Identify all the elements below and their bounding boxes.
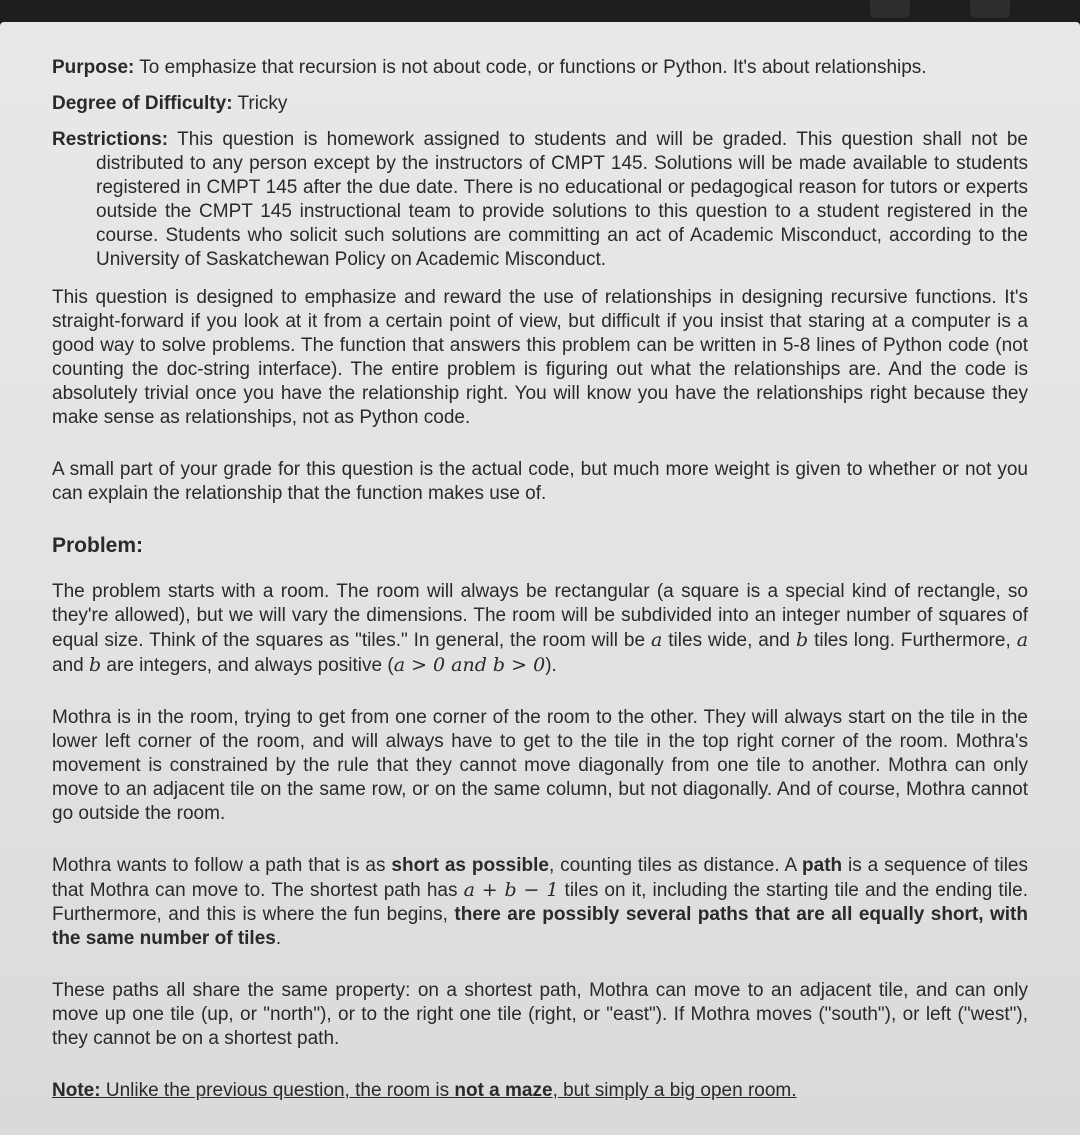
toolbar-tab[interactable] <box>870 0 910 18</box>
difficulty-line <box>52 92 1028 116</box>
grading-paragraph: A small part of your grade for this question is the actual code, but much more weight is given to whether or not you can explain the relationship that the function makes use of. <box>52 459 1028 504</box>
var-b: b <box>88 654 102 676</box>
restrictions-paragraph <box>52 128 1028 272</box>
purpose-label: Purpose: <box>52 57 135 78</box>
note-text: Unlike the previous question, the room is <box>100 1080 455 1101</box>
path-text: is a sequence of tiles that Mothra can move to. The shortest path has <box>52 855 1028 901</box>
document-content <box>52 56 1028 1131</box>
room-text: tiles long. Furthermore, <box>808 630 1017 651</box>
note-label: Note: <box>52 1080 101 1101</box>
purpose-text: To emphasize that recursion is not about code, or functions or Python. It's about relationships. <box>139 57 927 78</box>
shortest-path-paragraph <box>52 854 1028 951</box>
path-text: Mothra wants to follow a path that is as <box>52 855 392 876</box>
room-text: ). <box>545 655 557 676</box>
room-text: tiles wide, and <box>662 630 796 651</box>
path-emphasis: short as possible <box>391 855 549 876</box>
room-text: The problem starts with a room. The room will always be rectangular (a square is a special kind of rectangle, so they're allowed), but we will vary the dimensions. The room will be subdivided into an integer number of squares of equal size. Think of the squares as "tiles." In general, the room will be <box>52 581 1028 651</box>
room-paragraph <box>52 580 1028 678</box>
room-text: are integers, and always positive ( <box>101 655 394 676</box>
path-length-formula: a + b − 1 <box>463 879 559 901</box>
toolbar-tab[interactable] <box>970 0 1010 18</box>
difficulty-label: Degree of Difficulty: <box>52 93 233 114</box>
restrictions-label: Restrictions: <box>52 129 169 150</box>
restrictions-text: This question is homework assigned to students and will be graded. This question shall not be distributed to any person except by the instructors of CMPT 145. Solutions will be made available to students registered in CMPT 145 after the due date. There is no educational or pedagogical reason for tutors or experts outside the CMPT 145 instructional team to provide solutions to this question to a student registered in the course. Students who solicit such solutions are committing an act of Academic Misconduct, according to the University of Saskatchewan Policy on Academic Misconduct. <box>96 129 1028 270</box>
path-text: , counting tiles as distance. A <box>548 855 803 876</box>
path-text: . <box>275 928 282 949</box>
document-page <box>0 22 1080 1135</box>
purpose-line <box>52 56 1028 80</box>
problem-heading: Problem: <box>52 534 144 557</box>
note-paragraph <box>52 1079 1028 1103</box>
note-text: , but simply a big open room. <box>552 1080 797 1101</box>
var-a: a <box>1016 629 1029 651</box>
difficulty-text: Tricky <box>237 93 288 114</box>
path-emphasis: there are possibly several paths that are all equally short, with the same number of tiles <box>52 904 1028 949</box>
path-text: tiles on it, including the starting tile and the ending tile. Furthermore, and this is where the fun begins, <box>52 880 1028 925</box>
positivity-condition: a > 0 and b > 0 <box>393 654 546 676</box>
note-emphasis: not a maze <box>454 1080 553 1101</box>
intro-paragraph: This question is designed to emphasize and reward the use of relationships in designing recursive functions. It's straight-forward if you look at it from a certain point of view, but difficult if you insist that staring at a computer is a good way to solve problems. The function that answers this problem can be written in 5-8 lines of Python code (not counting the doc-string interface). The entire problem is figuring out what the relationships are. And the code is absolutely trivial once you have the relationship right. You will know you have the relationships right because they make sense as relationships, not as Python code. <box>52 287 1028 428</box>
direction-paragraph: These paths all share the same property: on a shortest path, Mothra can move to an adjacent tile, and can only move up one tile (up, or "north"), or to the right one tile (right, or "east"). If Mothra moves ("south"), or left ("west"), they cannot be on a shortest path. <box>52 980 1028 1049</box>
room-text: and <box>52 655 89 676</box>
mothra-paragraph: Mothra is in the room, trying to get from one corner of the room to the other. They will always start on the tile in the lower left corner of the room, and will always have to get to the tile in the top right corner of the room. Mothra's movement is constrained by the rule that they cannot move diagonally from one tile to another. Mothra can only move to an adjacent tile on the same row, or on the same column, but not diagonally. And of course, Mothra cannot go outside the room. <box>52 707 1028 824</box>
path-term: path <box>802 855 843 876</box>
var-a: a <box>651 629 663 651</box>
var-b: b <box>795 629 809 651</box>
